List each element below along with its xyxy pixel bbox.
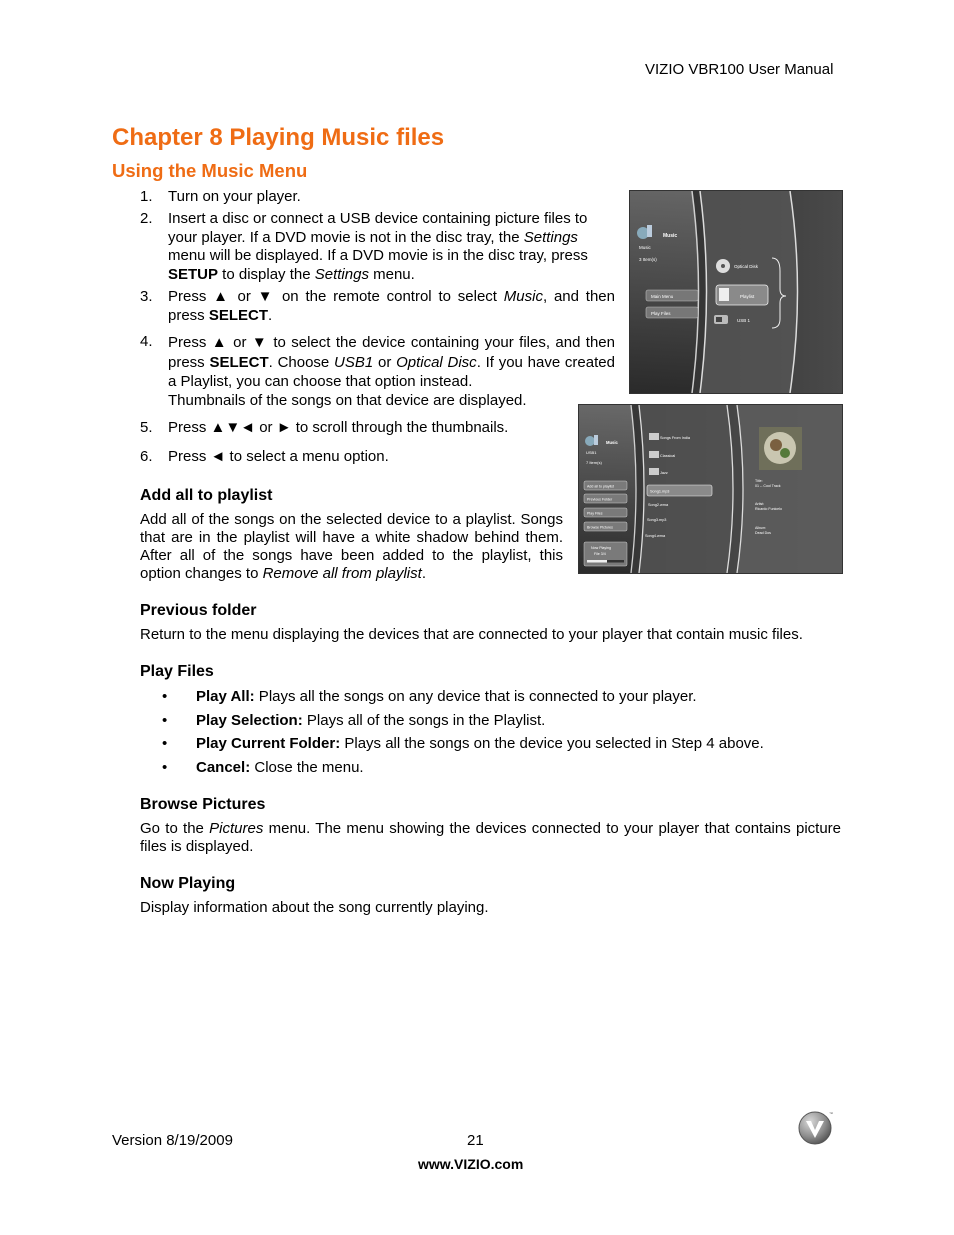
step-number: 4. <box>140 333 153 350</box>
step-text: Press ◄ to select a menu option. <box>168 448 389 465</box>
step-text: Insert a disc or connect a USB device containing picture files to your player. If a DVD movie is not in the disc tray, the Settings menu will be displayed. If a DVD movie is in the disc tray, press SETUP to display the Settings menu. <box>168 210 588 283</box>
info-title-value: 01 -- Cool Track <box>755 484 781 488</box>
step-number: 1. <box>140 188 153 205</box>
footer-url[interactable]: www.VIZIO.com <box>418 1156 524 1172</box>
step-number: 2. <box>140 210 153 227</box>
folder-icon <box>649 433 659 440</box>
browse-pictures-button[interactable] <box>584 522 627 531</box>
step-text: Turn on your player. <box>168 188 301 205</box>
folder-label: Jazz <box>660 471 668 475</box>
previous-folder-button[interactable] <box>584 494 627 503</box>
info-title-label: Title: <box>755 479 763 483</box>
device-usb1[interactable]: USB 1 <box>737 318 751 323</box>
folder-label: Songs From India <box>660 436 690 440</box>
song-item[interactable]: Song3.mp3 <box>647 518 667 522</box>
heading-play-files: Play Files <box>140 663 214 680</box>
folder-label: Classical <box>660 454 676 458</box>
usb-icon <box>714 315 728 324</box>
button-label: Browse Pictures <box>587 525 613 530</box>
bullet-text: Play Selection: Plays all of the songs in the Playlist. <box>196 712 546 729</box>
step-number: 5. <box>140 419 153 436</box>
file-counter: File 3/4 <box>594 552 606 556</box>
step-text: Press ▲▼◄ or ► to scroll through the thumbnails. <box>168 419 509 436</box>
button-label: Previous Folder <box>587 497 613 502</box>
bullet-text: Play All: Plays all the songs on any device that is connected to your player. <box>196 688 697 705</box>
album-art-thumbnail <box>759 427 802 470</box>
main-menu-label: Main Menu <box>651 294 674 299</box>
footer-version: Version 8/19/2009 <box>112 1132 233 1149</box>
play-files-button[interactable] <box>584 508 627 517</box>
info-album-value: Dead Dos <box>755 531 771 535</box>
heading-previous-folder: Previous folder <box>140 602 257 619</box>
info-artist-label: Artist: <box>755 502 765 506</box>
play-files-button[interactable] <box>646 307 698 318</box>
page-number: 21 <box>467 1132 484 1149</box>
folder-icon <box>649 468 659 475</box>
device-subtitle: USB1 <box>586 450 597 455</box>
device-optical-disk[interactable]: Optical Disk <box>734 264 759 269</box>
previous-folder-description: Return to the menu displaying the devices that are connected to your player that contain music files. <box>140 626 803 643</box>
bullet-dot: • <box>162 759 168 776</box>
heading-now-playing: Now Playing <box>140 875 236 892</box>
screenshot-music-menu <box>629 190 843 394</box>
add-all-to-playlist-button[interactable] <box>584 481 627 490</box>
add-all-description: Add all of the songs on the selected device to a playlist. Songs that are in the playlist will have a white shadow behind them. After all of the songs have been added to the playlist, this option changes to Remove all from playlist. <box>140 511 563 582</box>
disc-icon <box>716 259 730 273</box>
now-playing-label: Now Playing <box>591 546 611 550</box>
heading-browse-pictures: Browse Pictures <box>140 796 266 813</box>
bullet-text: Cancel: Close the menu. <box>196 759 364 776</box>
step-text: Press ▲ or ▼ on the remote control to select Music, and then press SELECT. <box>168 288 615 324</box>
bullet-text: Play Current Folder: Plays all the songs on the device you selected in Step 4 above. <box>196 735 764 752</box>
bullet-dot: • <box>162 712 168 729</box>
chapter-title: Chapter 8 Playing Music files <box>112 124 445 151</box>
manual-title: VIZIO VBR100 User Manual <box>645 61 834 78</box>
progress-fill <box>587 560 607 563</box>
screenshot-usb-song-list <box>578 404 843 574</box>
button-label: Play Files <box>587 511 603 516</box>
item-count: 7 Item(s) <box>586 460 602 465</box>
play-files-label: Play Files <box>651 311 671 316</box>
step-number: 6. <box>140 448 153 465</box>
music-title: Music <box>663 233 678 239</box>
main-menu-button[interactable] <box>646 290 698 301</box>
step-text: Press ▲ or ▼ to select the device containing your files, and then press SELECT. Choose USB1 or Optical Disc. If you have created a Playlist, you can choose that option instead. <box>168 334 615 390</box>
item-count: 3 Item(s) <box>639 257 657 262</box>
section-title: Using the Music Menu <box>112 160 308 181</box>
song-label: Song1.mp3 <box>650 489 670 494</box>
bullet-dot: • <box>162 688 168 705</box>
button-label: Add all to playlist <box>587 484 614 489</box>
svg-text:™: ™ <box>829 1111 833 1116</box>
info-album-label: Album: <box>755 526 767 530</box>
now-playing-description: Display information about the song currently playing. <box>140 899 489 916</box>
playlist-icon <box>719 288 729 301</box>
browse-pictures-description: Go to the Pictures menu. The menu showing the devices connected to your player that contains picture files is displayed. <box>140 820 842 855</box>
music-subtitle: Music <box>639 245 651 250</box>
music-title: Music <box>606 440 618 445</box>
bullet-dot: • <box>162 735 168 752</box>
info-artist-value: Ricardo Funicelo <box>755 507 782 511</box>
song-item[interactable]: Song2.wma <box>648 503 669 507</box>
now-playing-button[interactable] <box>584 542 627 566</box>
song-item[interactable]: Song4.wma <box>645 534 666 538</box>
step-number: 3. <box>140 288 153 305</box>
step-text: Thumbnails of the songs on that device are displayed. <box>168 392 527 409</box>
heading-add-all-to-playlist: Add all to playlist <box>140 487 273 504</box>
playlist-item[interactable] <box>716 285 768 305</box>
vizio-logo-icon <box>796 1107 836 1151</box>
folder-icon <box>649 451 659 458</box>
song-item-selected[interactable] <box>647 485 712 496</box>
device-playlist: Playlist <box>740 294 755 299</box>
